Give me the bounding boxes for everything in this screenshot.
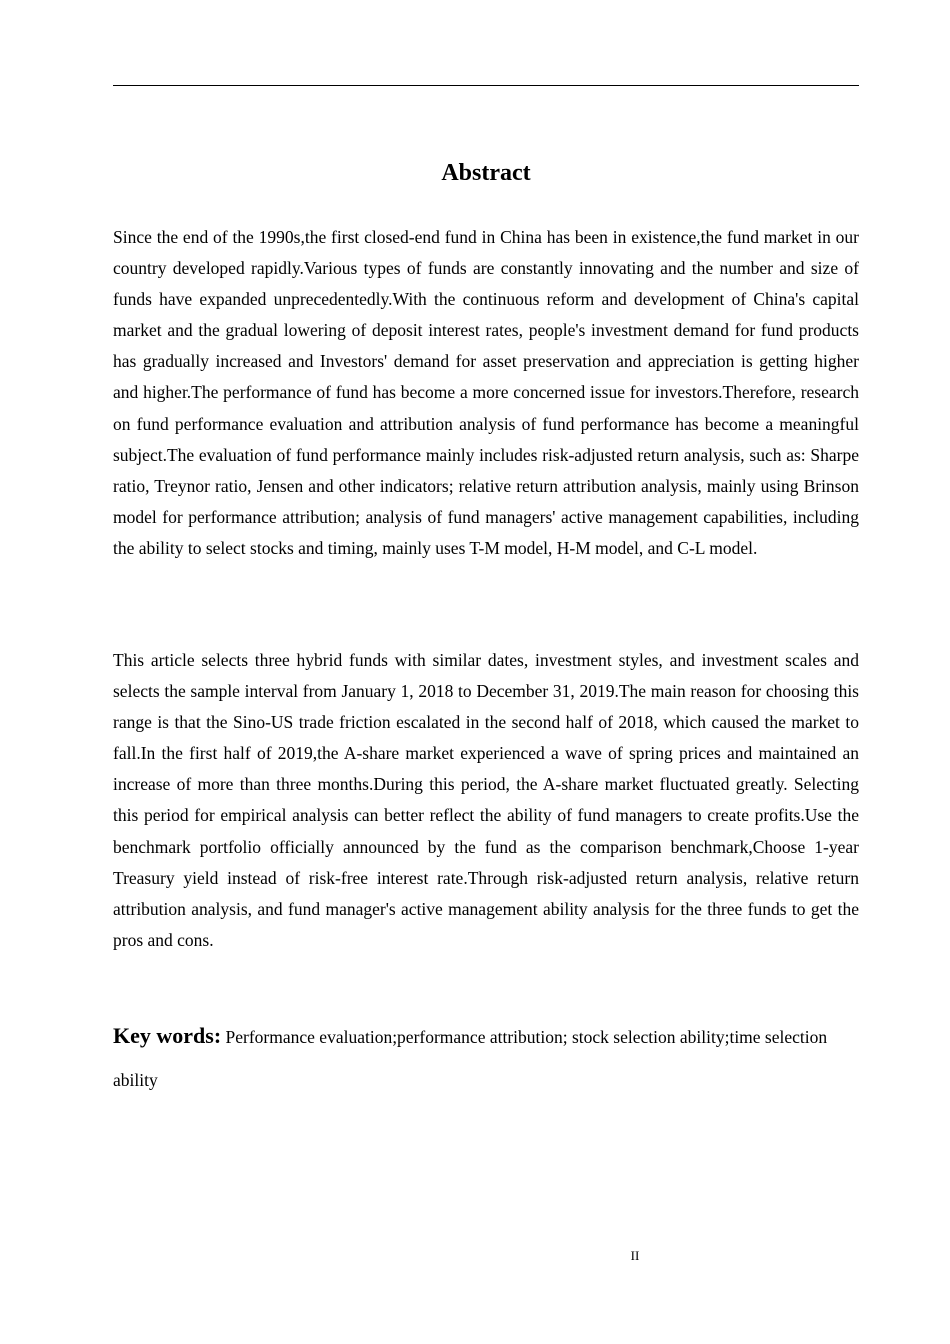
keywords-label: Key words: <box>113 1023 222 1048</box>
keywords-text: Performance evaluation;performance attribution; stock selection ability;time selection ability <box>113 1027 828 1090</box>
keywords-line <box>113 1014 859 1102</box>
abstract-title: Abstract <box>441 160 531 186</box>
abstract-paragraph-1: Since the end of the 1990s,the first closed-end fund in China has been in existence,the fund market in our country developed rapidly.Various types of funds are constantly innovating and the number and size of funds have expanded unprecedentedly.With the continuous reform and development of China's capital market and the gradual lowering of deposit interest rates, people's investment demand for fund products has gradually increased and Investors' demand for asset preservation and appreciation is getting higher and higher.The performance of fund has become a more concerned issue for investors.Therefore, research on fund performance evaluation and attribution analysis of fund performance has become a meaningful subject.The evaluation of fund performance mainly includes risk-adjusted return analysis, such as: Sharpe ratio, Treynor ratio, Jensen and other indicators; relative return attribution analysis, mainly using Brinson model for performance attribution; analysis of fund managers' active management capabilities, including the ability to select stocks and timing, mainly uses T-M model, H-M model, and C-L model. <box>113 227 859 558</box>
header-rule <box>113 85 859 86</box>
page-number: II <box>630 1248 640 1263</box>
abstract-paragraph-2: This article selects three hybrid funds with similar dates, investment styles, and investment scales and selects the sample interval from January 1, 2018 to December 31, 2019.The main reason for choosing this range is that the Sino-US trade friction escalated in the second half of 2018, which caused the market to fall.In the first half of 2019,the A-share market experienced a wave of spring prices and maintained an increase of more than three months.During this period, the A-share market fluctuated greatly. Selecting this period for empirical analysis can better reflect the ability of fund managers to create profits.Use the benchmark portfolio officially announced by the fund as the comparison benchmark,Choose 1-year Treasury yield instead of risk-free interest rate.Through risk-adjusted return analysis, relative return attribution analysis, and fund manager's active management ability analysis for the three funds to get the pros and cons. <box>113 650 859 950</box>
